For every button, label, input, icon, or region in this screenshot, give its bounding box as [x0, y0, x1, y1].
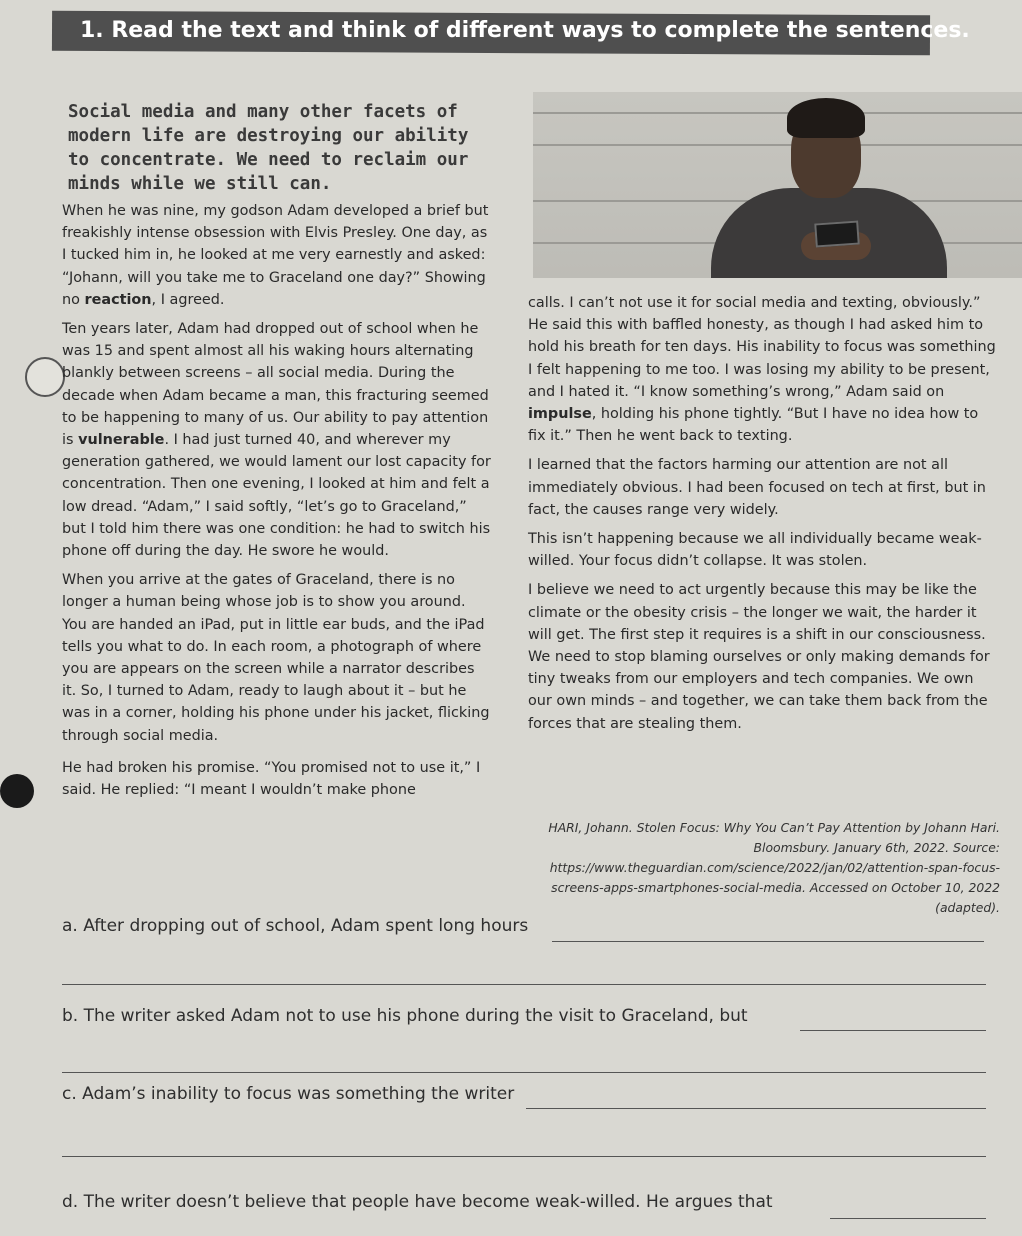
article-paragraph: When he was nine, my godson Adam developed a brief but freakishly intense obsession with Elvis Presley. One day, as I tucked him in, he looked at me very earnestly and asked: “Johann, will you take me to Graceland one day?” Showing no reaction, I agreed.: [62, 203, 489, 308]
article-paragraph: He had broken his promise. “You promised not to use it,” I said. He replied: “I meant I wouldn’t make phone: [62, 759, 481, 799]
article-paragraph: Ten years later, Adam had dropped out of school when he was 15 and spent almost all his waking hours alternating blankly between screens – all social media. During the decade when Adam became a man, this fracturing seemed to be happening to many of us. Our ability to pay attention is vulnerable. I had just turned 40, and wherever my generation gathered, we would lament our lost capacity for concentration. Then one evening, I looked at him and felt a low dread. “Adam,” I said softly, “let’s go to Graceland,” but I told him there was one condition: he had to switch his phone off during the day. He swore he would.: [62, 321, 491, 560]
answer-line-a-2[interactable]: [62, 984, 986, 985]
article-citation: HARI, Johann. Stolen Focus: Why You Can’t Pay Attention by Johann Hari. Bloomsbury. January 6th, 2022. Source: https://www.theguardian.com/science/2022/jan/02/attention-span-focus-screens-apps-smartphones-social-media. Accessed on October 10, 2022 (adapted).: [548, 820, 1000, 915]
answer-line-d-1[interactable]: [830, 1218, 986, 1219]
shelf-line: [533, 112, 1022, 114]
photo-boy-texting: [533, 92, 1022, 278]
question-a: a. After dropping out of school, Adam spent long hours: [62, 916, 529, 936]
answer-line-b-2[interactable]: [62, 1072, 986, 1073]
article-paragraph: I learned that the factors harming our attention are not all immediately obvious. I had been focused on tech at first, but in fact, the causes range very widely.: [528, 457, 986, 518]
phone-icon: [814, 220, 860, 247]
article-left-column: [62, 200, 492, 808]
answer-line-a-1[interactable]: [552, 941, 984, 942]
person-hair: [787, 98, 865, 138]
vocabulary-word: vulnerable: [78, 432, 165, 449]
shelf-line: [533, 144, 1022, 146]
article-paragraph: This isn’t happening because we all individually became weak-willed. Your focus didn’t collapse. It was stolen.: [528, 531, 982, 570]
exercise-title: 1. Read the text and think of different ways to complete the sentences.: [80, 18, 970, 43]
article-paragraph: calls. I can’t not use it for social media and texting, obviously.” He said this with baffled honesty, as though I had asked him to hold his breath for ten days. His inability to focus was something I felt happening to me too. I was losing my ability to be present, and I hated it. “I know something’s wrong,” Adam said on impulse, holding his phone tightly. “But I have no idea how to fix it.” Then he went back to texting.: [528, 295, 996, 445]
answer-line-c-2[interactable]: [62, 1156, 986, 1157]
bullet-dot-icon: [0, 774, 34, 808]
question-b: b. The writer asked Adam not to use his phone during the visit to Graceland, but: [62, 1006, 748, 1026]
article-paragraph: When you arrive at the gates of Graceland, there is no longer a human being whose job is to show you around. You are handed an iPad, put in little ear buds, and the iPad tells you what to do. In each room, a photograph of where you are appears on the screen while a narrator describes it. So, I turned to Adam, ready to laugh about it – but he was in a corner, holding his phone under his jacket, flicking through social media.: [62, 572, 490, 744]
question-d: d. The writer doesn’t believe that people have become weak-willed. He argues that: [62, 1192, 773, 1212]
article-paragraph: I believe we need to act urgently because this may be like the climate or the obesity crisis – the longer we wait, the harder it will get. The first step it requires is a shift in our consciousness. We need to stop blaming ourselves or only making demands for tiny tweaks from our employers and tech companies. We own our own minds – and together, we can take them back from the forces that are stealing them.: [528, 582, 990, 732]
question-c: c. Adam’s inability to focus was something the writer: [62, 1084, 515, 1104]
vocabulary-word: impulse: [528, 406, 592, 423]
ring-hole-icon: [25, 357, 65, 397]
vocabulary-word: reaction: [84, 291, 152, 308]
article-headline: Social media and many other facets of modern life are destroying our ability to concentrate. We need to reclaim our minds while we still can.: [68, 102, 469, 194]
answer-line-c-1[interactable]: [526, 1108, 986, 1109]
answer-line-b-1[interactable]: [800, 1030, 986, 1031]
article-right-column: [528, 292, 998, 742]
